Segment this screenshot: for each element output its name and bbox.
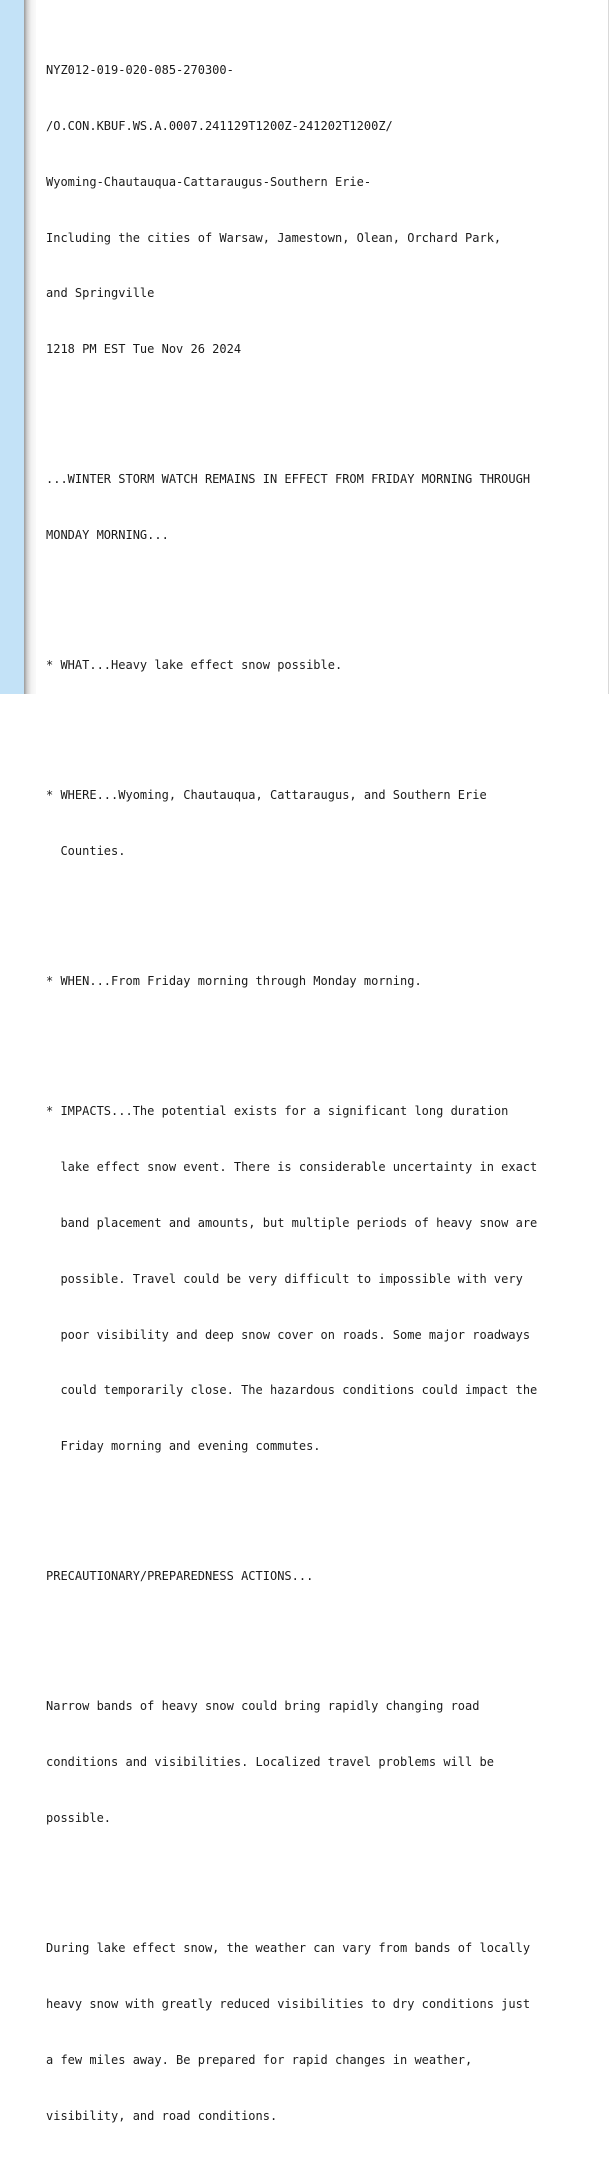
precautions-paragraph-2-line-2: heavy snow with greatly reduced visibilities to dry conditions just (46, 1996, 531, 2011)
zone-codes: NYZ012-019-020-085-270300- (46, 63, 234, 78)
precautions-paragraph-2-line-3: a few miles away. Be prepared for rapid changes in weather, (46, 2052, 473, 2067)
when-bullet: * WHEN...From Friday morning through Monday morning. (46, 974, 422, 989)
headline-line-2: MONDAY MORNING... (46, 528, 169, 543)
precautions-paragraph-1-line-2: conditions and visibilities. Localized travel problems will be (46, 1755, 494, 1770)
precautions-paragraph-1-line-3: possible. (46, 1811, 112, 1825)
impacts-bullet-line-6: could temporarily close. The hazardous conditions could impact the (46, 1383, 538, 1398)
impacts-bullet-line-4: possible. Travel could be very difficult to impossible with very (46, 1271, 523, 1286)
winter-storm-watch-bulletin (46, 24, 602, 2162)
precautions-paragraph-2-line-1: During lake effect snow, the weather can vary from bands of locally (46, 1941, 531, 1956)
impacts-bullet-line-1: * IMPACTS...The potential exists for a significant long duration (46, 1104, 509, 1119)
impacts-bullet-line-3: band placement and amounts, but multiple periods of heavy snow are (46, 1216, 538, 1230)
impacts-bullet-line-5: poor visibility and deep snow cover on roads. Some major roadways (46, 1327, 531, 1342)
headline-line-1: ...WINTER STORM WATCH REMAINS IN EFFECT FROM FRIDAY MORNING THROUGH (46, 472, 531, 487)
cities-line-1: Including the cities of Warsaw, Jamestown, Olean, Orchard Park, (46, 230, 502, 245)
impacts-bullet-line-2: lake effect snow event. There is considerable uncertainty in exact (46, 1160, 538, 1175)
vtec-code: /O.CON.KBUF.WS.A.0007.241129T1200Z-241202T1200Z/ (46, 118, 393, 133)
precautions-paragraph-1-line-1: Narrow bands of heavy snow could bring rapidly changing road (46, 1699, 480, 1714)
issued-time: 1218 PM EST Tue Nov 26 2024 (46, 342, 242, 357)
county-list: Wyoming-Chautauqua-Cattaraugus-Southern Erie- (46, 174, 372, 189)
precautions-heading: PRECAUTIONARY/PREPAREDNESS ACTIONS... (46, 1569, 314, 1584)
what-bullet: * WHAT...Heavy lake effect snow possible. (46, 658, 343, 673)
right-border (608, 0, 609, 694)
where-bullet-line-1: * WHERE...Wyoming, Chautauqua, Cattaraugus, and Southern Erie (46, 788, 487, 803)
precautions-paragraph-2-line-4: visibility, and road conditions. (46, 2108, 278, 2123)
impacts-bullet-line-7: Friday morning and evening commutes. (46, 1439, 321, 1454)
left-panel-shadow (24, 0, 36, 694)
left-sidebar-rail (0, 0, 24, 694)
where-bullet-line-2: Counties. (46, 844, 126, 859)
cities-line-2: and Springville (46, 286, 155, 301)
